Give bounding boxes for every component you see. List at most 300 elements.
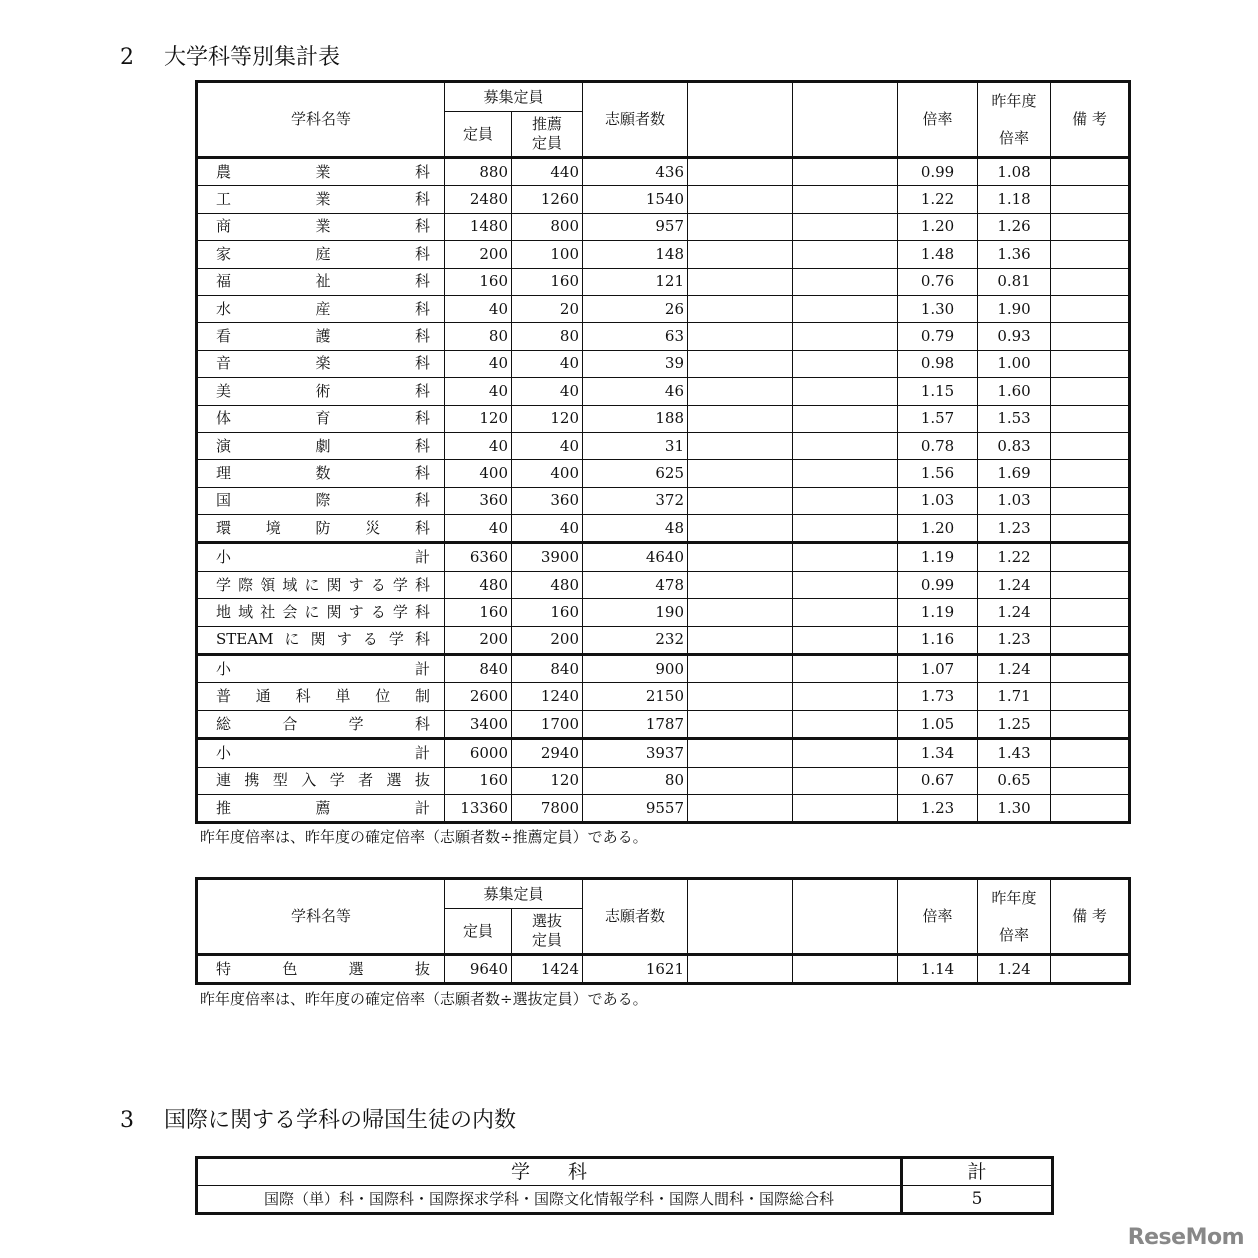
name-char: 連: [216, 771, 232, 790]
row-blank-1: [688, 599, 793, 626]
row-blank-2: [793, 241, 898, 268]
name-char: 小: [216, 548, 232, 567]
row-ratio: 1.73: [898, 683, 978, 710]
row-applicants: 4640: [583, 543, 688, 571]
table-row: [197, 710, 1130, 738]
row-blank-1: [688, 186, 793, 213]
row-applicants: 900: [583, 655, 688, 683]
row-prev: 1.53: [978, 405, 1051, 432]
name-char: 単: [335, 687, 351, 706]
header-remarks: 備 考: [1051, 82, 1130, 158]
row-prev: 1.60: [978, 378, 1051, 405]
row-ratio: 1.56: [898, 460, 978, 487]
row-remarks: [1051, 350, 1130, 377]
row-blank-2: [793, 767, 898, 794]
row-ratio: 0.99: [898, 571, 978, 598]
row-blank-2: [793, 794, 898, 822]
name-char: 科: [414, 714, 430, 733]
row-recommend: 840: [512, 655, 583, 683]
name-char: 推: [216, 798, 232, 817]
name-char: 領: [260, 575, 276, 594]
row-applicants: 232: [583, 626, 688, 654]
row-blank-1: [688, 213, 793, 240]
name-char: 音: [216, 354, 232, 373]
t2-header-select-capacity: [512, 909, 583, 955]
row-blank-1: [688, 487, 793, 514]
row-name: [197, 213, 445, 240]
row-applicants: 46: [583, 378, 688, 405]
row-recommend: 1700: [512, 710, 583, 738]
row-capacity: 13360: [445, 794, 512, 822]
row-blank-2: [793, 515, 898, 543]
table-row: [197, 739, 1130, 767]
name-char: 科: [414, 409, 430, 428]
name-char: 楽: [315, 354, 331, 373]
name-char: 業: [315, 190, 331, 209]
name-char: 科: [414, 518, 430, 537]
row-name: [197, 323, 445, 350]
row-ratio: 1.19: [898, 599, 978, 626]
row-prev: 1.36: [978, 241, 1051, 268]
table-row: [197, 432, 1130, 459]
row-blank-2: [793, 710, 898, 738]
row-name: [197, 515, 445, 543]
t2-header-select-line2: 定員: [532, 931, 563, 949]
row-capacity: 40: [445, 350, 512, 377]
name-char: 科: [414, 299, 430, 318]
row-capacity: 6360: [445, 543, 512, 571]
name-char: 庭: [315, 244, 331, 263]
row-recommend: 40: [512, 350, 583, 377]
name-char: 抜: [414, 959, 430, 978]
row-blank-1: [688, 794, 793, 822]
row-blank-2: [793, 571, 898, 598]
row-name: [197, 378, 445, 405]
name-char: 科: [414, 436, 430, 455]
row-name: [197, 599, 445, 626]
row-applicants: 436: [583, 158, 688, 186]
row-blank-1: [688, 739, 793, 767]
name-char: 体: [216, 409, 232, 428]
table-special-selection: [195, 877, 1131, 985]
t2-header-name: 学科名等: [197, 879, 445, 955]
name-char: る: [370, 602, 386, 621]
t2-header-ratio: 倍率: [898, 879, 978, 955]
row-blank-2: [793, 405, 898, 432]
name-char: 小: [216, 743, 232, 762]
row-blank-1: [688, 571, 793, 598]
name-char: STEAM: [216, 630, 274, 649]
row-name: [197, 739, 445, 767]
row-name: [197, 683, 445, 710]
table-row: [197, 655, 1130, 683]
table-row: [197, 955, 1130, 984]
row-blank-2: [793, 543, 898, 571]
section-3-number: 3: [120, 1108, 134, 1133]
name-char: 学: [392, 602, 408, 621]
row-ratio: 1.15: [898, 378, 978, 405]
name-char: 家: [216, 244, 232, 263]
row-recommend: 100: [512, 241, 583, 268]
t2-header-select-line1: 選抜: [532, 912, 563, 930]
row-name: [197, 794, 445, 822]
row-remarks: [1051, 515, 1130, 543]
row-ratio: 1.20: [898, 213, 978, 240]
row-name: [197, 487, 445, 514]
row-recommend: 40: [512, 432, 583, 459]
row-remarks: [1051, 599, 1130, 626]
row-recommend: 360: [512, 487, 583, 514]
row-name: [197, 710, 445, 738]
name-char: 計: [414, 798, 430, 817]
row-name: [197, 241, 445, 268]
table-row: [197, 158, 1130, 186]
section-3-heading: [120, 1103, 516, 1134]
header-name: 学科名等: [197, 82, 445, 158]
header-capacity: 定員: [445, 112, 512, 158]
name-char: 関: [326, 602, 342, 621]
name-char: 域: [238, 602, 254, 621]
name-char: 境: [265, 518, 281, 537]
row-applicants: 625: [583, 460, 688, 487]
row-ratio: 1.57: [898, 405, 978, 432]
name-char: 科: [414, 463, 430, 482]
row-blank-1: [688, 241, 793, 268]
name-char: 科: [414, 190, 430, 209]
row-applicants: 957: [583, 213, 688, 240]
header-blank-1: [688, 82, 793, 158]
table-row: [197, 268, 1130, 295]
row-applicants: 39: [583, 350, 688, 377]
row-remarks: [1051, 432, 1130, 459]
t2-row-remarks: [1051, 955, 1130, 984]
name-char: 美: [216, 381, 232, 400]
name-char: 業: [315, 217, 331, 236]
row-capacity: 6000: [445, 739, 512, 767]
row-applicants: 26: [583, 295, 688, 322]
table-row: [197, 599, 1130, 626]
name-char: 業: [315, 162, 331, 181]
row-blank-1: [688, 626, 793, 654]
row-recommend: 1260: [512, 186, 583, 213]
row-ratio: 1.23: [898, 794, 978, 822]
row-blank-2: [793, 460, 898, 487]
row-blank-1: [688, 295, 793, 322]
row-prev: 1.03: [978, 487, 1051, 514]
name-char: 科: [414, 602, 430, 621]
row-ratio: 0.67: [898, 767, 978, 794]
row-recommend: 80: [512, 323, 583, 350]
name-char: 色: [282, 959, 298, 978]
name-char: す: [336, 630, 352, 649]
row-capacity: 2600: [445, 683, 512, 710]
name-char: 護: [315, 327, 331, 346]
row-remarks: [1051, 213, 1130, 240]
row-remarks: [1051, 186, 1130, 213]
t2-row-name: [197, 955, 445, 984]
table1-note: 昨年度倍率は、昨年度の確定倍率（志願者数÷推薦定員）である。: [200, 828, 648, 846]
row-remarks: [1051, 158, 1130, 186]
t3-header-total: 計: [902, 1158, 1053, 1186]
row-capacity: 40: [445, 378, 512, 405]
t2-header-prev-line1: 昨年度: [991, 888, 1037, 907]
name-char: 計: [414, 548, 430, 567]
row-blank-1: [688, 378, 793, 405]
t2-header-blank-1: [688, 879, 793, 955]
section-3-title: 国際に関する学科の帰国生徒の内数: [164, 1108, 517, 1133]
name-char: 科: [414, 491, 430, 510]
t2-row-prev: 1.24: [978, 955, 1051, 984]
name-char: 特: [216, 959, 232, 978]
row-prev: 1.90: [978, 295, 1051, 322]
name-char: 科: [414, 575, 430, 594]
row-blank-1: [688, 268, 793, 295]
name-char: 防: [315, 518, 331, 537]
name-char: す: [348, 575, 364, 594]
row-prev: 0.81: [978, 268, 1051, 295]
row-blank-2: [793, 432, 898, 459]
name-char: 科: [295, 687, 311, 706]
row-blank-1: [688, 350, 793, 377]
row-name: [197, 158, 445, 186]
t2-row-ratio: 1.14: [898, 955, 978, 984]
name-char: 学: [329, 771, 345, 790]
name-char: 環: [216, 518, 232, 537]
row-capacity: 840: [445, 655, 512, 683]
t2-header-applicants: 志願者数: [583, 879, 688, 955]
row-blank-2: [793, 739, 898, 767]
t2-row-blank-1: [688, 955, 793, 984]
table-row: [197, 213, 1130, 240]
row-blank-2: [793, 186, 898, 213]
t2-header-capacity-group: 募集定員: [445, 879, 583, 909]
name-char: 科: [414, 381, 430, 400]
row-ratio: 1.19: [898, 543, 978, 571]
header-prev-ratio-line1: 昨年度: [991, 91, 1037, 110]
row-name: [197, 655, 445, 683]
t2-header-blank-2: [793, 879, 898, 955]
table-by-department: [195, 80, 1131, 824]
row-prev: 1.43: [978, 739, 1051, 767]
name-char: 学: [348, 714, 364, 733]
table-row: [197, 626, 1130, 654]
name-char: 科: [414, 217, 430, 236]
row-name: [197, 350, 445, 377]
row-remarks: [1051, 241, 1130, 268]
row-blank-2: [793, 487, 898, 514]
row-ratio: 0.79: [898, 323, 978, 350]
name-char: 災: [365, 518, 381, 537]
t2-header-capacity: 定員: [445, 909, 512, 955]
name-char: 科: [414, 162, 430, 181]
row-blank-2: [793, 350, 898, 377]
row-ratio: 0.76: [898, 268, 978, 295]
name-char: 地: [216, 602, 232, 621]
row-prev: 0.93: [978, 323, 1051, 350]
row-ratio: 0.98: [898, 350, 978, 377]
name-char: 工: [216, 190, 232, 209]
name-char: 普: [216, 687, 232, 706]
table-row: [197, 543, 1130, 571]
name-char: 看: [216, 327, 232, 346]
name-char: 制: [414, 687, 430, 706]
row-prev: 1.08: [978, 158, 1051, 186]
row-remarks: [1051, 571, 1130, 598]
t2-header-prev-ratio: [978, 879, 1051, 955]
row-prev: 1.23: [978, 626, 1051, 654]
row-recommend: 160: [512, 599, 583, 626]
row-remarks: [1051, 460, 1130, 487]
row-recommend: 1240: [512, 683, 583, 710]
row-capacity: 40: [445, 515, 512, 543]
row-recommend: 40: [512, 378, 583, 405]
header-applicants: 志願者数: [583, 82, 688, 158]
name-char: 関: [326, 575, 342, 594]
name-char: る: [362, 630, 378, 649]
table-row: [197, 683, 1130, 710]
row-remarks: [1051, 767, 1130, 794]
name-char: 抜: [414, 771, 430, 790]
row-name: [197, 626, 445, 654]
row-blank-1: [688, 655, 793, 683]
name-char: 科: [414, 272, 430, 291]
row-remarks: [1051, 626, 1130, 654]
name-char: 携: [244, 771, 260, 790]
row-blank-1: [688, 683, 793, 710]
row-ratio: 1.20: [898, 515, 978, 543]
row-ratio: 0.78: [898, 432, 978, 459]
table-row: [197, 241, 1130, 268]
row-capacity: 1480: [445, 213, 512, 240]
row-capacity: 880: [445, 158, 512, 186]
row-name: [197, 571, 445, 598]
row-capacity: 160: [445, 767, 512, 794]
row-remarks: [1051, 710, 1130, 738]
row-prev: 1.18: [978, 186, 1051, 213]
row-remarks: [1051, 739, 1130, 767]
row-prev: 1.22: [978, 543, 1051, 571]
row-name: [197, 543, 445, 571]
row-capacity: 160: [445, 268, 512, 295]
row-applicants: 2150: [583, 683, 688, 710]
row-prev: 1.30: [978, 794, 1051, 822]
row-capacity: 2480: [445, 186, 512, 213]
row-name: [197, 295, 445, 322]
row-ratio: 1.03: [898, 487, 978, 514]
row-recommend: 120: [512, 767, 583, 794]
row-applicants: 48: [583, 515, 688, 543]
name-char: 学: [216, 575, 232, 594]
row-remarks: [1051, 794, 1130, 822]
name-char: に: [284, 630, 300, 649]
name-char: 計: [414, 743, 430, 762]
row-recommend: 200: [512, 626, 583, 654]
header-recommend-capacity: [512, 112, 583, 158]
row-applicants: 80: [583, 767, 688, 794]
row-name: [197, 186, 445, 213]
row-prev: 1.24: [978, 571, 1051, 598]
name-char: 入: [301, 771, 317, 790]
row-remarks: [1051, 268, 1130, 295]
table-row: [197, 515, 1130, 543]
name-char: 農: [216, 162, 232, 181]
row-applicants: 1540: [583, 186, 688, 213]
row-blank-2: [793, 158, 898, 186]
row-remarks: [1051, 295, 1130, 322]
row-remarks: [1051, 405, 1130, 432]
name-char: 祉: [315, 272, 331, 291]
table-row: [197, 571, 1130, 598]
name-char: 科: [414, 327, 430, 346]
name-char: 域: [282, 575, 298, 594]
name-char: 合: [282, 714, 298, 733]
row-blank-2: [793, 378, 898, 405]
row-prev: 1.71: [978, 683, 1051, 710]
t2-row-blank-2: [793, 955, 898, 984]
name-char: 科: [414, 354, 430, 373]
resemom-logo: ReseMom: [1127, 1225, 1244, 1250]
name-char: 水: [216, 299, 232, 318]
row-prev: 1.24: [978, 599, 1051, 626]
row-blank-1: [688, 543, 793, 571]
name-char: 育: [315, 409, 331, 428]
row-blank-2: [793, 268, 898, 295]
row-capacity: 40: [445, 295, 512, 322]
row-applicants: 148: [583, 241, 688, 268]
row-recommend: 440: [512, 158, 583, 186]
name-char: 理: [216, 463, 232, 482]
t2-row-applicants: 1621: [583, 955, 688, 984]
table-row: [197, 767, 1130, 794]
row-capacity: 400: [445, 460, 512, 487]
t2-row-select: 1424: [512, 955, 583, 984]
row-capacity: 120: [445, 405, 512, 432]
row-capacity: 80: [445, 323, 512, 350]
row-recommend: 400: [512, 460, 583, 487]
row-blank-2: [793, 655, 898, 683]
row-blank-1: [688, 460, 793, 487]
row-ratio: 1.34: [898, 739, 978, 767]
row-applicants: 1787: [583, 710, 688, 738]
row-blank-2: [793, 213, 898, 240]
row-recommend: 2940: [512, 739, 583, 767]
row-recommend: 40: [512, 515, 583, 543]
t3-header-dept: 学 科: [197, 1158, 902, 1186]
row-ratio: 1.48: [898, 241, 978, 268]
row-recommend: 7800: [512, 794, 583, 822]
row-name: [197, 268, 445, 295]
row-blank-1: [688, 515, 793, 543]
row-recommend: 160: [512, 268, 583, 295]
name-char: 選: [348, 959, 364, 978]
row-recommend: 20: [512, 295, 583, 322]
row-blank-1: [688, 405, 793, 432]
row-blank-2: [793, 295, 898, 322]
table-row: [197, 794, 1130, 822]
table-returnee-count: [195, 1156, 1054, 1215]
row-name: [197, 405, 445, 432]
row-capacity: 40: [445, 432, 512, 459]
header-prev-ratio-line2: 倍率: [999, 128, 1030, 147]
row-blank-1: [688, 323, 793, 350]
name-char: 演: [216, 436, 232, 455]
row-blank-2: [793, 323, 898, 350]
row-remarks: [1051, 655, 1130, 683]
name-char: 社: [260, 602, 276, 621]
name-char: 会: [282, 602, 298, 621]
name-char: 位: [375, 687, 391, 706]
row-blank-1: [688, 767, 793, 794]
